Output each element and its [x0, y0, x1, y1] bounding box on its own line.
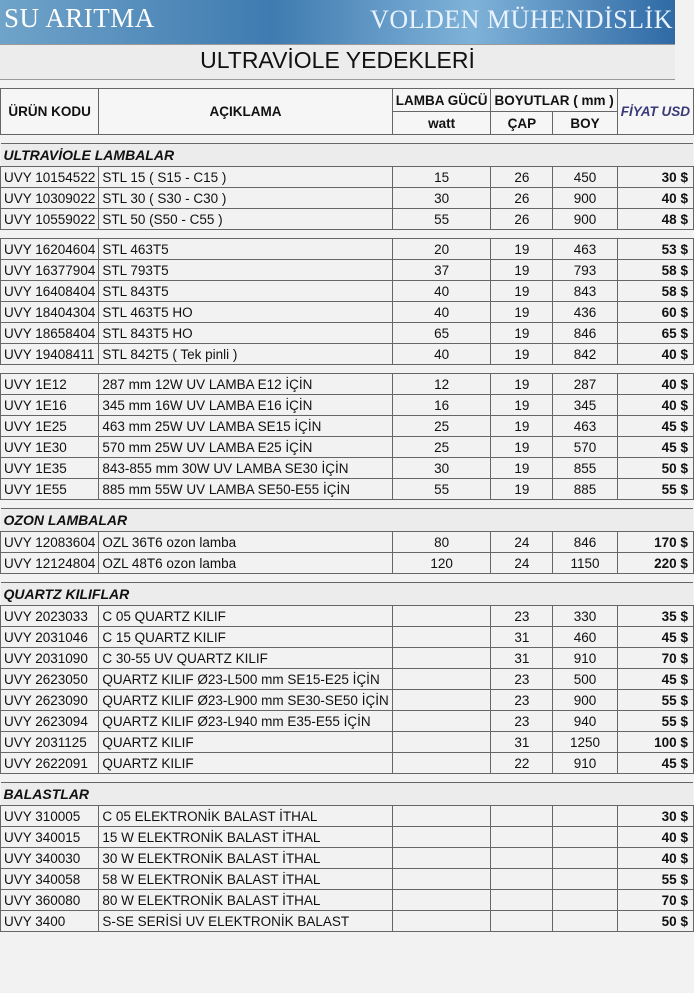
cell-price: 50 $	[617, 458, 693, 479]
cell-cap: 19	[491, 302, 553, 323]
cell-boy: 463	[553, 239, 617, 260]
table-row	[1, 553, 694, 574]
cell-power: 55	[392, 209, 491, 230]
table-row	[1, 669, 694, 690]
cell-code: UVY 12124804	[1, 553, 99, 574]
cell-price: 45 $	[617, 753, 693, 774]
col-header-desc: AÇIKLAMA	[99, 89, 392, 135]
cell-desc: C 30-55 UV QUARTZ KILIF	[99, 648, 392, 669]
cell-boy: 910	[553, 753, 617, 774]
cell-code: UVY 19408411	[1, 344, 99, 365]
col-header-power: LAMBA GÜCÜ	[392, 89, 491, 112]
cell-boy	[553, 806, 617, 827]
cell-price: 30 $	[617, 806, 693, 827]
cell-cap: 19	[491, 260, 553, 281]
cell-boy: 345	[553, 395, 617, 416]
cell-code: UVY 16204604	[1, 239, 99, 260]
cell-desc: QUARTZ KILIF	[99, 753, 392, 774]
cell-power: 65	[392, 323, 491, 344]
table-row	[1, 890, 694, 911]
cell-code: UVY 1E16	[1, 395, 99, 416]
table-row	[1, 188, 694, 209]
cell-cap	[491, 806, 553, 827]
table-row	[1, 827, 694, 848]
cell-power: 40	[392, 344, 491, 365]
cell-boy	[553, 890, 617, 911]
cell-cap: 31	[491, 732, 553, 753]
cell-cap: 19	[491, 437, 553, 458]
cell-power: 15	[392, 167, 491, 188]
cell-cap	[491, 869, 553, 890]
cell-boy	[553, 869, 617, 890]
table-row	[1, 627, 694, 648]
cell-code: UVY 1E30	[1, 437, 99, 458]
header-banner	[0, 0, 675, 44]
cell-power: 25	[392, 437, 491, 458]
table-row	[1, 239, 694, 260]
cell-price: 170 $	[617, 532, 693, 553]
cell-desc: 570 mm 25W UV LAMBA E25 İÇİN	[99, 437, 392, 458]
brand-right: VOLDEN MÜHENDİSLİK	[370, 5, 673, 34]
cell-desc: 345 mm 16W UV LAMBA E16 İÇİN	[99, 395, 392, 416]
cell-desc: C 15 QUARTZ KILIF	[99, 627, 392, 648]
cell-power	[392, 806, 491, 827]
cell-price: 55 $	[617, 869, 693, 890]
cell-cap: 19	[491, 458, 553, 479]
cell-code: UVY 1E25	[1, 416, 99, 437]
cell-boy: 910	[553, 648, 617, 669]
cell-power	[392, 711, 491, 732]
cell-cap: 23	[491, 606, 553, 627]
cell-cap: 19	[491, 344, 553, 365]
cell-desc: 80 W ELEKTRONİK BALAST İTHAL	[99, 890, 392, 911]
cell-desc: C 05 QUARTZ KILIF	[99, 606, 392, 627]
cell-boy: 900	[553, 690, 617, 711]
cell-code: UVY 1E35	[1, 458, 99, 479]
cell-boy: 855	[553, 458, 617, 479]
cell-code: UVY 2622091	[1, 753, 99, 774]
cell-price: 50 $	[617, 911, 693, 932]
cell-desc: QUARTZ KILIF Ø23-L940 mm E35-E55 İÇİN	[99, 711, 392, 732]
cell-code: UVY 16377904	[1, 260, 99, 281]
cell-code: UVY 12083604	[1, 532, 99, 553]
cell-cap: 19	[491, 416, 553, 437]
cell-power: 20	[392, 239, 491, 260]
table-row	[1, 167, 694, 188]
cell-boy: 842	[553, 344, 617, 365]
cell-boy: 793	[553, 260, 617, 281]
cell-cap	[491, 848, 553, 869]
cell-price: 70 $	[617, 890, 693, 911]
cell-price: 100 $	[617, 732, 693, 753]
page-title: ULTRAVİOLE YEDEKLERİ	[200, 47, 475, 73]
table-row	[1, 732, 694, 753]
cell-desc: 15 W ELEKTRONİK BALAST İTHAL	[99, 827, 392, 848]
cell-boy: 460	[553, 627, 617, 648]
cell-code: UVY 16408404	[1, 281, 99, 302]
cell-price: 45 $	[617, 627, 693, 648]
section-title: QUARTZ KILIFLAR	[1, 583, 694, 606]
cell-code: UVY 310005	[1, 806, 99, 827]
cell-price: 55 $	[617, 479, 693, 500]
cell-cap: 19	[491, 395, 553, 416]
cell-desc: 463 mm 25W UV LAMBA SE15 İÇİN	[99, 416, 392, 437]
cell-desc: STL 50 (S50 - C55 )	[99, 209, 392, 230]
cell-power	[392, 648, 491, 669]
cell-boy: 885	[553, 479, 617, 500]
col-header-boy: BOY	[553, 112, 617, 135]
cell-cap: 19	[491, 281, 553, 302]
cell-price: 40 $	[617, 188, 693, 209]
col-header-price: FİYAT USD	[617, 89, 693, 135]
cell-desc: 58 W ELEKTRONİK BALAST İTHAL	[99, 869, 392, 890]
cell-power: 30	[392, 188, 491, 209]
cell-power	[392, 606, 491, 627]
cell-power	[392, 627, 491, 648]
cell-price: 45 $	[617, 669, 693, 690]
cell-boy: 436	[553, 302, 617, 323]
cell-power	[392, 827, 491, 848]
cell-boy: 846	[553, 532, 617, 553]
cell-cap: 23	[491, 711, 553, 732]
cell-desc: STL 843T5	[99, 281, 392, 302]
cell-boy: 463	[553, 416, 617, 437]
cell-power: 80	[392, 532, 491, 553]
table-row	[1, 281, 694, 302]
cell-price: 220 $	[617, 553, 693, 574]
table-row	[1, 416, 694, 437]
cell-power: 40	[392, 281, 491, 302]
cell-boy: 1150	[553, 553, 617, 574]
cell-price: 58 $	[617, 260, 693, 281]
cell-desc: 885 mm 55W UV LAMBA SE50-E55 İÇİN	[99, 479, 392, 500]
cell-desc: S-SE SERİSİ UV ELEKTRONİK BALAST	[99, 911, 392, 932]
cell-code: UVY 18658404	[1, 323, 99, 344]
cell-power: 120	[392, 553, 491, 574]
cell-cap	[491, 890, 553, 911]
table-row	[1, 869, 694, 890]
cell-power: 25	[392, 416, 491, 437]
cell-desc: STL 842T5 ( Tek pinli )	[99, 344, 392, 365]
cell-boy: 900	[553, 188, 617, 209]
cell-desc: STL 463T5	[99, 239, 392, 260]
cell-desc: STL 15 ( S15 - C15 )	[99, 167, 392, 188]
cell-code: UVY 340030	[1, 848, 99, 869]
cell-desc: QUARTZ KILIF Ø23-L500 mm SE15-E25 İÇİN	[99, 669, 392, 690]
cell-cap: 19	[491, 374, 553, 395]
cell-price: 58 $	[617, 281, 693, 302]
brand-left: SU ARITMA	[4, 3, 155, 33]
cell-code: UVY 3400	[1, 911, 99, 932]
table-row	[1, 911, 694, 932]
cell-desc: STL 30 ( S30 - C30 )	[99, 188, 392, 209]
cell-boy: 450	[553, 167, 617, 188]
cell-cap: 23	[491, 690, 553, 711]
section-title: ULTRAVİOLE LAMBALAR	[1, 144, 694, 167]
col-header-code: ÜRÜN KODU	[1, 89, 99, 135]
cell-code: UVY 10309022	[1, 188, 99, 209]
section-title: BALASTLAR	[1, 783, 694, 806]
cell-boy: 940	[553, 711, 617, 732]
section-title: OZON LAMBALAR	[1, 509, 694, 532]
cell-cap: 24	[491, 553, 553, 574]
cell-cap: 19	[491, 479, 553, 500]
cell-power	[392, 753, 491, 774]
cell-desc: OZL 36T6 ozon lamba	[99, 532, 392, 553]
cell-code: UVY 340015	[1, 827, 99, 848]
cell-boy: 287	[553, 374, 617, 395]
cell-price: 40 $	[617, 827, 693, 848]
cell-desc: STL 793T5	[99, 260, 392, 281]
table-row	[1, 532, 694, 553]
cell-code: UVY 10559022	[1, 209, 99, 230]
cell-price: 45 $	[617, 437, 693, 458]
cell-price: 53 $	[617, 239, 693, 260]
cell-price: 40 $	[617, 344, 693, 365]
cell-price: 70 $	[617, 648, 693, 669]
cell-price: 65 $	[617, 323, 693, 344]
cell-boy: 1250	[553, 732, 617, 753]
cell-price: 30 $	[617, 167, 693, 188]
section-header	[1, 509, 694, 532]
cell-cap	[491, 911, 553, 932]
cell-power: 55	[392, 479, 491, 500]
table-row	[1, 711, 694, 732]
cell-power: 16	[392, 395, 491, 416]
cell-price: 55 $	[617, 690, 693, 711]
cell-price: 35 $	[617, 606, 693, 627]
cell-desc: 30 W ELEKTRONİK BALAST İTHAL	[99, 848, 392, 869]
cell-cap: 31	[491, 648, 553, 669]
table-row	[1, 606, 694, 627]
cell-price: 55 $	[617, 711, 693, 732]
cell-price: 60 $	[617, 302, 693, 323]
col-header-cap: ÇAP	[491, 112, 553, 135]
cell-desc: QUARTZ KILIF Ø23-L900 mm SE30-SE50 İÇİN	[99, 690, 392, 711]
table-row	[1, 209, 694, 230]
cell-power	[392, 890, 491, 911]
cell-code: UVY 340058	[1, 869, 99, 890]
table-row	[1, 753, 694, 774]
table-row	[1, 374, 694, 395]
cell-code: UVY 10154522	[1, 167, 99, 188]
cell-cap	[491, 827, 553, 848]
cell-power	[392, 690, 491, 711]
table-row	[1, 395, 694, 416]
cell-cap: 31	[491, 627, 553, 648]
cell-desc: QUARTZ KILIF	[99, 732, 392, 753]
section-header	[1, 144, 694, 167]
cell-code: UVY 2031046	[1, 627, 99, 648]
cell-cap: 24	[491, 532, 553, 553]
table-row	[1, 690, 694, 711]
table-row	[1, 344, 694, 365]
cell-price: 40 $	[617, 395, 693, 416]
cell-code: UVY 2623050	[1, 669, 99, 690]
table-row	[1, 648, 694, 669]
cell-boy: 500	[553, 669, 617, 690]
table-row	[1, 479, 694, 500]
cell-cap: 22	[491, 753, 553, 774]
cell-price: 40 $	[617, 374, 693, 395]
col-header-watt: watt	[392, 112, 491, 135]
cell-cap: 26	[491, 167, 553, 188]
col-header-dims: BOYUTLAR ( mm )	[491, 89, 617, 112]
cell-power: 37	[392, 260, 491, 281]
cell-code: UVY 360080	[1, 890, 99, 911]
cell-boy: 900	[553, 209, 617, 230]
cell-boy	[553, 911, 617, 932]
table-row	[1, 323, 694, 344]
cell-code: UVY 2023033	[1, 606, 99, 627]
cell-desc: OZL 48T6 ozon lamba	[99, 553, 392, 574]
cell-power	[392, 732, 491, 753]
table-row	[1, 848, 694, 869]
cell-boy: 846	[553, 323, 617, 344]
cell-code: UVY 2031090	[1, 648, 99, 669]
table-row	[1, 458, 694, 479]
cell-desc: 287 mm 12W UV LAMBA E12 İÇİN	[99, 374, 392, 395]
cell-code: UVY 2623090	[1, 690, 99, 711]
cell-boy: 570	[553, 437, 617, 458]
cell-cap: 19	[491, 239, 553, 260]
cell-power	[392, 848, 491, 869]
cell-power: 30	[392, 458, 491, 479]
table-row	[1, 302, 694, 323]
cell-desc: STL 463T5 HO	[99, 302, 392, 323]
cell-code: UVY 1E12	[1, 374, 99, 395]
section-header	[1, 783, 694, 806]
cell-power	[392, 869, 491, 890]
cell-desc: STL 843T5 HO	[99, 323, 392, 344]
cell-code: UVY 18404304	[1, 302, 99, 323]
cell-desc: 843-855 mm 30W UV LAMBA SE30 İÇİN	[99, 458, 392, 479]
cell-code: UVY 1E55	[1, 479, 99, 500]
table-row	[1, 806, 694, 827]
cell-cap: 19	[491, 323, 553, 344]
cell-power	[392, 669, 491, 690]
cell-boy	[553, 827, 617, 848]
title-bar	[0, 44, 675, 80]
price-table	[0, 88, 694, 932]
cell-code: UVY 2623094	[1, 711, 99, 732]
cell-boy: 843	[553, 281, 617, 302]
table-body	[1, 135, 694, 932]
table-row	[1, 260, 694, 281]
cell-price: 48 $	[617, 209, 693, 230]
cell-power: 40	[392, 302, 491, 323]
cell-cap: 26	[491, 188, 553, 209]
table-row	[1, 437, 694, 458]
cell-boy	[553, 848, 617, 869]
cell-desc: C 05 ELEKTRONİK BALAST İTHAL	[99, 806, 392, 827]
cell-price: 45 $	[617, 416, 693, 437]
cell-price: 40 $	[617, 848, 693, 869]
section-header	[1, 583, 694, 606]
cell-boy: 330	[553, 606, 617, 627]
cell-code: UVY 2031125	[1, 732, 99, 753]
cell-power: 12	[392, 374, 491, 395]
cell-cap: 26	[491, 209, 553, 230]
cell-cap: 23	[491, 669, 553, 690]
cell-power	[392, 911, 491, 932]
